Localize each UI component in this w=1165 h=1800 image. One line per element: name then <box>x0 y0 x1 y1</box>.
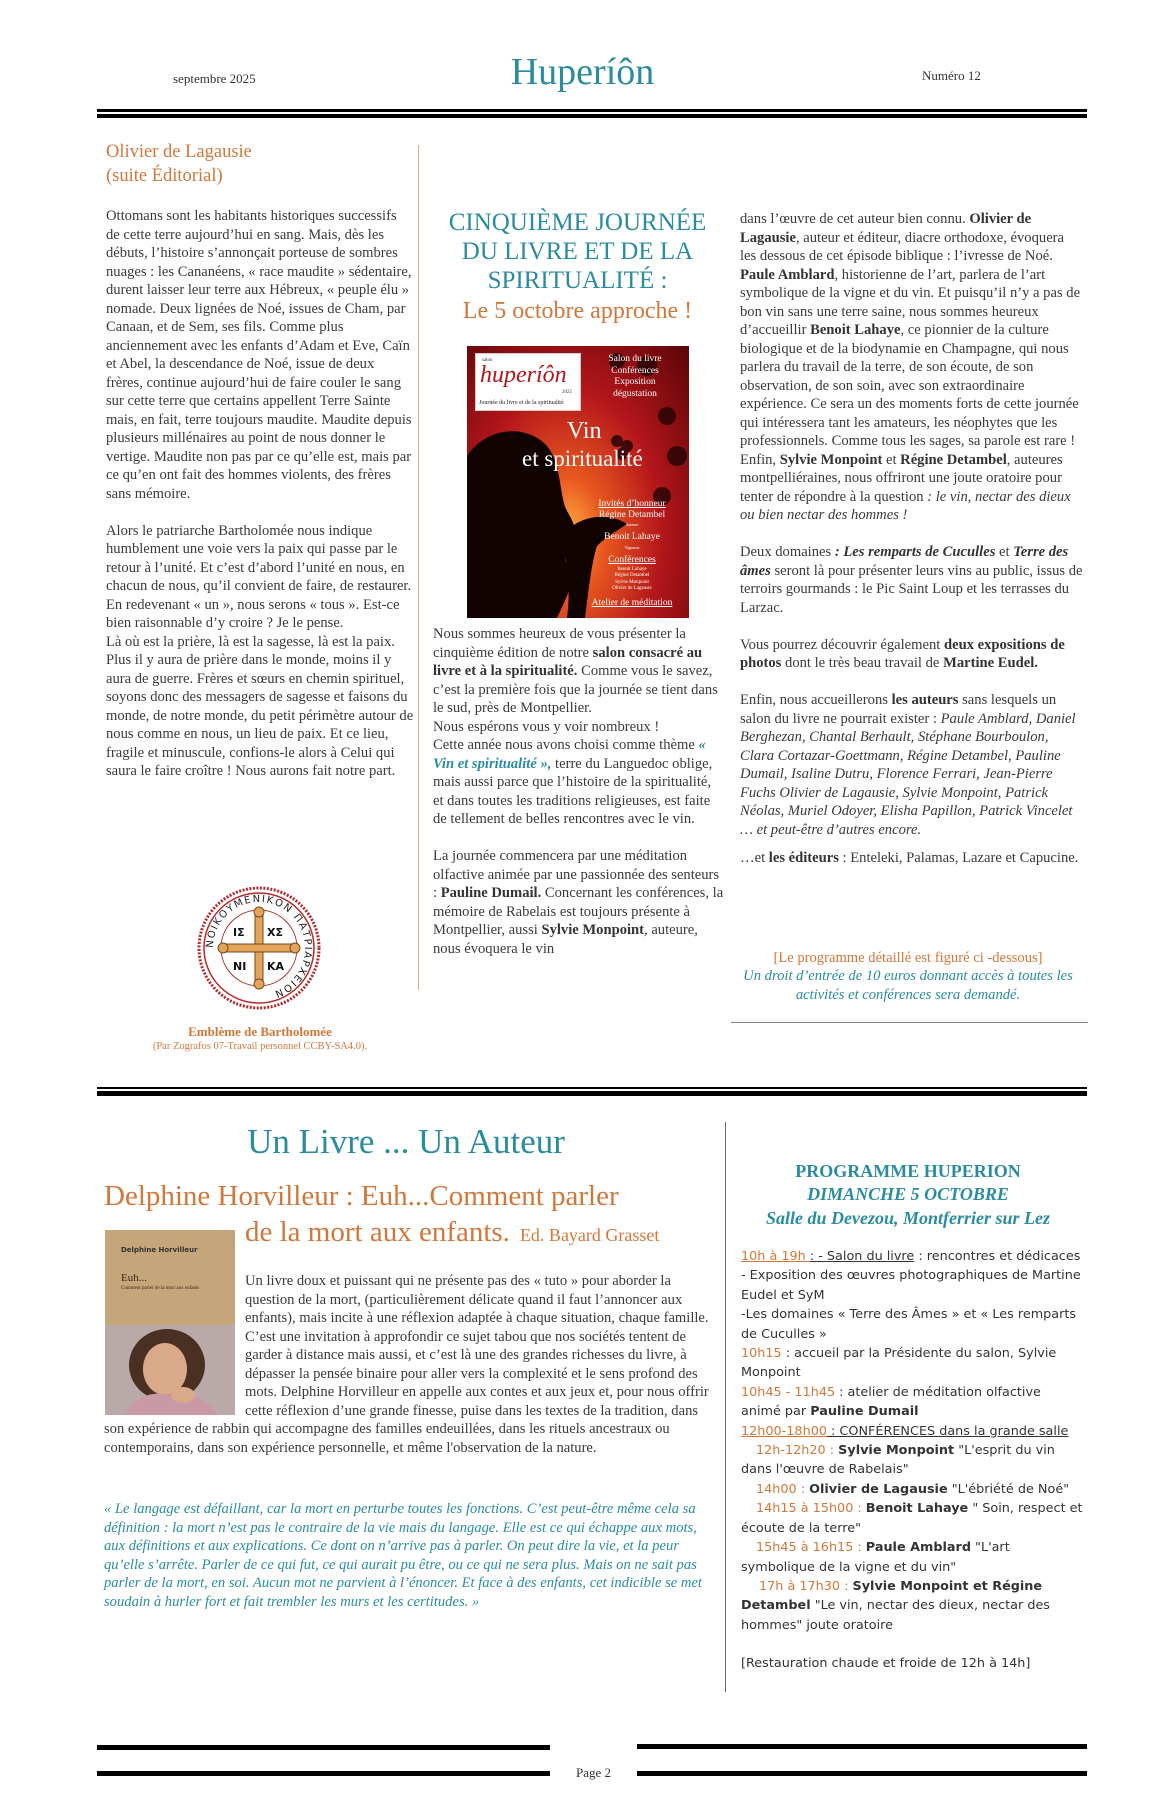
book-cover-author: Delphine Horvilleur <box>121 1246 198 1254</box>
programme-conference: 12h-12h20 : Sylvie Monpoint "L'esprit du vin dans l'œuvre de Rabelais" <box>741 1443 1055 1478</box>
programme-item: -Les domaines « Terre des Âmes » et « Les remparts de Cuculles » <box>741 1307 1077 1342</box>
book-cover-subtitle: Comment parler de la mort aux enfants <box>121 1286 200 1291</box>
programme-list <box>741 1247 1083 1674</box>
programme-conference: 17h à 17h30 : Sylvie Monpoint et Régine Detambel "Le vin, nectar des dieux, nectar des hommes" joute oratoire <box>741 1578 1050 1633</box>
poster-logo: huperíôn <box>480 362 567 388</box>
poster-conf-name: Régine Detambel <box>614 573 650 579</box>
editorial-title-line1: Olivier de Lagausie <box>106 142 252 162</box>
poster-guest-role: Vigneron <box>624 545 640 550</box>
right-paragraph-expositions: Vous pourrez découvrir également deux expositions de photos dont le très beau travail de Martine Eudel. <box>740 636 1065 671</box>
programme-item: 10h15 : accueil par la Présidente du salon, Sylvie Monpoint <box>741 1346 1057 1381</box>
poster-conf-heading: Conférences <box>608 555 656 565</box>
header-divider-top <box>97 109 1087 112</box>
programme-item: 12h00-18h00 : CONFÉRENCES dans la grande salle <box>741 1423 1069 1439</box>
programme-date: DIMANCHE 5 OCTOBRE <box>807 1184 1009 1204</box>
poster-conf-name: Sylvie Monpoint <box>615 579 649 585</box>
svg-text:ΧΣ: ΧΣ <box>267 926 283 939</box>
poster-title-line2: et spiritualité <box>522 446 643 471</box>
journee-intro-hope: Nous espérons vous y voir nombreux ! <box>433 718 660 735</box>
journee-title-line3: SPIRITUALITÉ : <box>487 267 668 294</box>
programme-note: [Le programme détaillé est figuré ci -dessous] <box>773 950 1043 966</box>
svg-text:ΝΙ: ΝΙ <box>233 960 247 973</box>
book-title-line2-row <box>245 1216 659 1249</box>
column-divider-2 <box>725 1122 726 1692</box>
emblem-credit: (Par Zografos 07-Travail personnel CCBY-SA4.0). <box>152 1041 368 1052</box>
book-publisher: Ed. Bayard Grasset <box>519 1225 660 1245</box>
poster-guest-name: Régine Detambel <box>598 510 666 520</box>
right-paragraph-speakers: dans l’œuvre de cet auteur bien connu. Olivier de Lagausie, auteur et éditeur, diacre orthodoxe, évoquera les dessous de cet épisode biblique : l’ivresse de Noé. Paule Amblard, historienne de l’art, parlera de l’art symbolique de la vigne et du vin. Et puisqu’il n’y a pas de bon vin sans une terre saine, nous sommes heureux d’accueillir Benoit Lahaye, ce pionnier de la culture biologique et de la biodynamie en Champagne, qui nous parlera du travail de la terre, de son écoute, de son observation, de son soin, avec son extraordinaire expérience. Ce sera un des moments forts de cette journée qui intéressera tant les amateurs, les néophytes que les professionnels. Comme tous les sages, sa parole est rare ! Enfin, Sylvie Monpoint et Régine Detambel, auteures montpelliéraines, nous offriront une joute oratoire pour tenter de répondre à la question : le vin, nectar des dieux ou bien nectar des hommes ! <box>740 211 1081 523</box>
journee-title-line1: CINQUIÈME JOURNÉE <box>448 209 707 236</box>
programme-conference: 14h15 à 15h00 : Benoit Lahaye " Soin, respect et écoute de la terre" <box>741 1501 1083 1536</box>
programme-title: PROGRAMME HUPERION <box>795 1161 1021 1181</box>
programme-venue: Salle du Devezou, Montferrier sur Lez <box>765 1208 1050 1228</box>
poster-atelier: Atelier de méditation <box>591 598 673 609</box>
book-review-text: Un livre doux et puissant qui ne présente pas des « tuto » pour aborder la question de la mort, (particulièrement délicate quand il faut l’annoncer aux enfants), mais incite à une réflexion adaptée à chaque situation, chaque famille. C’est une invitation à approfondir ce sujet tabou que nos sociétés tentent de garder à distance mais aussi, et c’est là une des grandes richesses du livre, à dépasser la pensée binaire pour aller vers la complexité et le sens profond des mots. Delphine Horvilleur en appelle aux contes et aux jeux et, pour nous offrir cette réflexion d’une grande finesse, puise dans les textes de la tradition, dans son expérience de rabbin qui accompagne des familles endeuillées, dans les rituels ancestraux ou contemporains, dans son expérience personnelle, et même l'observation de la nature. <box>104 1273 709 1456</box>
section-divider-bottom <box>97 1091 1087 1096</box>
header-date: septembre 2025 <box>173 71 256 86</box>
right-paragraph-domaines: Deux domaines : Les remparts de Cuculles et Terre des âmes seront là pour présenter leurs vins au public, issus de terroirs gourmands : le Pic Saint Loup et les terrasses du Larzac. <box>740 544 1083 616</box>
poster-guest-role: Auteure <box>625 522 639 527</box>
footer-rule-right-bottom <box>637 1771 1087 1776</box>
section-divider-top <box>97 1087 1087 1089</box>
poster-guests-heading: Invités d’honneur <box>598 499 666 509</box>
journee-intro-theme: Cette année nous avons choisi comme thème « Vin et spiritualité », terre du Languedoc oblige, mais aussi parce que l’histoire de la spiritualité, et dans toutes les traditions religieuses, est faite de tellement de belles rencontres avec le vin. <box>433 737 713 827</box>
poster-feature: dégustation <box>613 388 657 399</box>
emblem-caption: Emblème de Bartholomée <box>188 1024 332 1039</box>
book-title-line2: de la mort aux enfants. <box>245 1216 510 1248</box>
programme-item: 10h45 - 11h45 : atelier de méditation olfactive animé par Pauline Dumail <box>741 1384 1041 1420</box>
footer-rule-left-bottom <box>97 1771 550 1776</box>
poster-conf-name: Benoit Lahaye <box>617 567 647 572</box>
event-poster <box>467 346 689 618</box>
programme-item: 10h à 19h : - Salon du livre : rencontres et dédicaces <box>741 1249 1081 1264</box>
programme-conference: 14h00 : Olivier de Lagausie "L'ébriété de Noé" <box>756 1481 1070 1497</box>
book-quote: « Le langage est défaillant, car la mort en perturbe toutes les fonctions. C’est peut-être même cela sa définition : la mort n’est pas le contraire de la vie mais du langage. Elle est ce qui échappe aux mots, aux définitions et aux explications. Ce dont on n’arrive pas à parler. On peut dire la vie, et la peur qu’elle s’arrête. Parler de ce qui fut, ce qui aurait pu être, ou ce qui ne sera plus. Mais on ne sait pas parler de la mort, en soi. Aucun mot ne parvient à l’énoncer. Et face à des enfants, cet indicible se met soudain à hurler fort et fait trembler les murs et les certitudes. » <box>104 1501 702 1610</box>
poster-guest-name: Benoit Lahaye <box>604 532 660 542</box>
journee-title <box>425 208 730 295</box>
journee-intro: Nous sommes heureux de vous présenter la cinquième édition de notre salon consacré au livre et à la spiritualité. Comme vous le savez, c’est la première fois que la journée se tient dans le sud, près de Montpellier. <box>433 626 718 716</box>
svg-text:ΚΑ: ΚΑ <box>267 960 285 973</box>
poster-conf-name: Olivier de Lagausie <box>612 585 652 591</box>
editorial-paragraph: Là où est la prière, là est la sagesse, là est la paix. Plus il y aura de prière dans le monde, moins il y aura de guerre. Frères et sœurs en chemin spirituel, soyons donc des messagers de sagesse et faisons du monde, de notre monde, du petit périmètre autour de nous comme en nous, un lieu de paix. Et ce lieu, fragile et minuscule, confions-le alors à Celui qui saura le faire croître ! Nous aurons fait notre part. <box>106 633 414 779</box>
programme-conference: 15h45 à 16h15 : Paule Amblard "L'art symbolique de la vigne et du vin" <box>741 1540 1010 1575</box>
right-column-divider <box>731 1022 1088 1023</box>
right-paragraph-auteurs: Enfin, nous accueillerons les auteurs sans lesquels un salon du livre ne pourrait exister : Paule Amblard, Daniel Berghezan, Chantal Berhault, Stéphane Bourboulon, Clara Cortazar-Goettmann, Régine Detambel, Pauline Dumail, Isaline Dutru, Florence Ferrari, Jean-Pierre Fuchs Olivier de Lagausie, Sylvie Monpoint, Patrick Néolas, Muriel Odoyer, Elisha Papillon, Patrick Vincelet … et peut-être d’autres encore. <box>740 692 1076 838</box>
poster-logo-tagline: Journée du livre et de la spiritualité <box>479 400 564 406</box>
editorial-paragraph: Alors le patriarche Bartholomée nous indique humblement une voie vers la paix qui passe par le retour à l’unité. Et c’est d’abord l’unité en nous, en chacun de nous, qu’il convient de faire, de restaurer. En redevenant « un », nous serons « tous ». Est-ce bien raisonnable d’y croire ? Je le pense. <box>106 522 412 631</box>
entry-fee-note: Un droit d’entrée de 10 euros donnant accès à toutes les activités et conférences sera demandé. <box>743 968 1073 1003</box>
svg-text:ΙΣ: ΙΣ <box>233 926 245 939</box>
right-column-body <box>740 210 1083 868</box>
journee-body <box>433 625 725 958</box>
issue-number: Numéro 12 <box>922 68 981 83</box>
masthead-title: Huperíôn <box>510 51 655 93</box>
poster-feature: Salon du livre <box>608 354 662 364</box>
programme-item: - Exposition des œuvres photographiques de Martine Eudel et SyM <box>741 1268 1081 1303</box>
journee-day: La journée commencera par une méditation olfactive animée par une passionnée des senteurs : Pauline Dumail. Concernant les conférences, la mémoire de Rabelais est toujours présente à Montpellier, aussi Sylvie Monpoint, auteure, nous évoquera le vin <box>433 848 724 957</box>
column-divider-1 <box>418 145 419 990</box>
footer-rule-right-top <box>637 1744 1087 1749</box>
poster-logo-box <box>475 353 581 411</box>
header-divider-bottom <box>97 114 1087 118</box>
editorial-paragraph: Ottomans sont les habitants historiques successifs de cette terre aujourd’hui en sang. Mais, dès les débuts, l’histoire s’annonçait porteuse de sombres nuages : les Cananéens, « race maudite » sédentaire, durent laisser leur terre aux Hébreux, « peuple élu » nomade. Deux lignées de Noé, issues de Cham, par Canaan, et de Sem, ses fils. Comme plus anciennement avec les enfants d’Adam et Eve, Caïn et Abel, la descendance de Noé, issue de deux frères, continue aujourd’hui de faire couler le sang sur cette terre que certains appellent Terre Sainte mais, en fait, terre toujours maudite. Maudite depuis plusieurs millénaires au point de nous donner le vertige. Maudite non pas par ce qu’elle est, mais par ce qu’en ont fait des hommes violents, des frères sans mémoire. <box>106 208 412 502</box>
poster-feature: Conférences <box>611 365 659 376</box>
poster-features <box>585 354 685 400</box>
bartholomew-emblem <box>197 886 321 1010</box>
poster-guests <box>577 499 687 610</box>
book-section-title: Un Livre ... Un Auteur <box>247 1122 565 1161</box>
poster-feature: Exposition <box>614 377 656 387</box>
right-paragraph-editeurs: …et les éditeurs : Enteleki, Palamas, Lazare et Capucine. <box>740 850 1079 866</box>
emblem-seal-icon <box>197 886 321 1010</box>
poster-logo-small: salon <box>482 358 493 363</box>
journee-subtitle: Le 5 octobre approche ! <box>462 298 693 324</box>
programme-header <box>728 1160 1088 1230</box>
book-title-line1: Delphine Horvilleur : Euh...Comment parler <box>104 1180 619 1212</box>
footer-rule-left-top <box>97 1745 550 1750</box>
book-review-wrap <box>104 1272 716 1457</box>
poster-title-line1: Vin <box>567 418 602 444</box>
editorial-title-line2: (suite Éditorial) <box>106 166 223 186</box>
page-number: Page 2 <box>575 1765 612 1780</box>
journee-title-line2: DU LIVRE ET DE LA <box>461 238 694 265</box>
book-cover-title: Euh... <box>121 1272 147 1284</box>
restauration-note: [Restauration chaude et froide de 12h à 14h] <box>741 1656 1031 1672</box>
editorial-body <box>106 207 414 781</box>
poster-logo-year: 2025 <box>562 390 572 395</box>
emblem-inscription: ΝΟΙΚΟΥΜΕΝΙΚΟΝ ΠΑΤΡΙΑΡΧΕΙΟΝ <box>204 893 314 1000</box>
editorial-title <box>106 140 252 188</box>
